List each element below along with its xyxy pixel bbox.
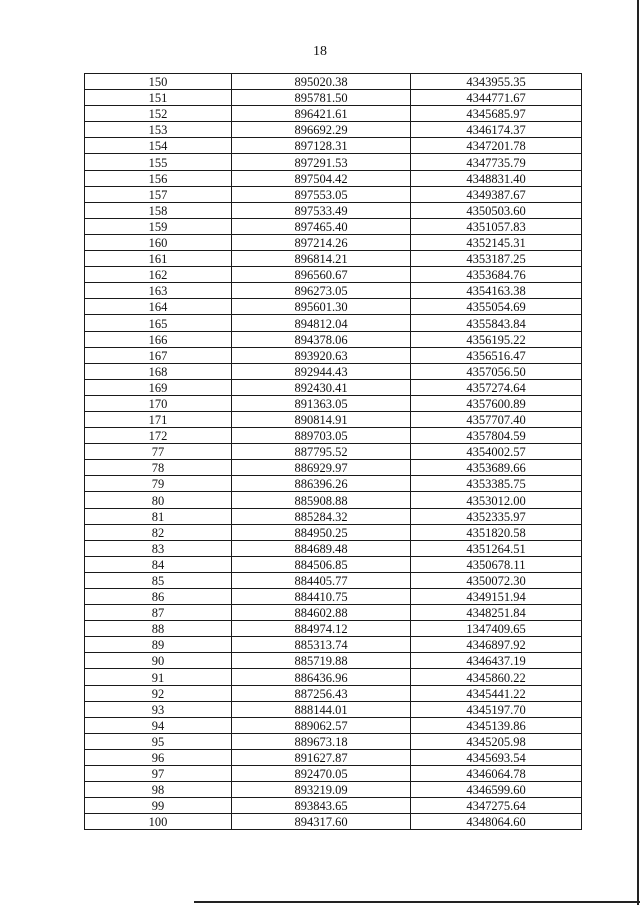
y-coordinate-cell: 4346599.60 [411, 782, 582, 798]
point-number-cell: 164 [85, 299, 232, 315]
table-row [85, 508, 582, 524]
table-row [85, 653, 582, 669]
point-number-cell: 80 [85, 492, 232, 508]
table-row [85, 74, 582, 90]
scan-edge-right [637, 0, 639, 905]
y-coordinate-cell: 4346174.37 [411, 122, 582, 138]
table-row [85, 395, 582, 411]
scan-edge-bottom [194, 901, 640, 903]
point-number-cell: 170 [85, 395, 232, 411]
x-coordinate-cell: 884410.75 [232, 589, 411, 605]
y-coordinate-cell: 4351057.83 [411, 218, 582, 234]
table-row [85, 492, 582, 508]
point-number-cell: 85 [85, 572, 232, 588]
x-coordinate-cell: 885313.74 [232, 637, 411, 653]
table-row [85, 428, 582, 444]
table-row [85, 782, 582, 798]
point-number-cell: 90 [85, 653, 232, 669]
y-coordinate-cell: 4355843.84 [411, 315, 582, 331]
point-number-cell: 171 [85, 411, 232, 427]
y-coordinate-cell: 4356516.47 [411, 347, 582, 363]
y-coordinate-cell: 4350503.60 [411, 202, 582, 218]
point-number-cell: 152 [85, 106, 232, 122]
point-number-cell: 97 [85, 766, 232, 782]
x-coordinate-cell: 891627.87 [232, 749, 411, 765]
table-row [85, 411, 582, 427]
table-row [85, 814, 582, 830]
table-row [85, 218, 582, 234]
point-number-cell: 151 [85, 90, 232, 106]
y-coordinate-cell: 4344771.67 [411, 90, 582, 106]
y-coordinate-cell: 4353187.25 [411, 251, 582, 267]
x-coordinate-cell: 884405.77 [232, 572, 411, 588]
x-coordinate-cell: 884602.88 [232, 605, 411, 621]
y-coordinate-cell: 4345441.22 [411, 685, 582, 701]
y-coordinate-cell: 4345197.70 [411, 701, 582, 717]
y-coordinate-cell: 4348831.40 [411, 170, 582, 186]
x-coordinate-cell: 896421.61 [232, 106, 411, 122]
point-number-cell: 165 [85, 315, 232, 331]
table-row [85, 234, 582, 250]
table-row [85, 621, 582, 637]
x-coordinate-cell: 884506.85 [232, 556, 411, 572]
point-number-cell: 99 [85, 798, 232, 814]
table-row [85, 315, 582, 331]
x-coordinate-cell: 885908.88 [232, 492, 411, 508]
y-coordinate-cell: 4348064.60 [411, 814, 582, 830]
y-coordinate-cell: 4352335.97 [411, 508, 582, 524]
x-coordinate-cell: 889673.18 [232, 733, 411, 749]
y-coordinate-cell: 4348251.84 [411, 605, 582, 621]
point-number-cell: 169 [85, 379, 232, 395]
x-coordinate-cell: 889703.05 [232, 428, 411, 444]
x-coordinate-cell: 896692.29 [232, 122, 411, 138]
x-coordinate-cell: 897533.49 [232, 202, 411, 218]
x-coordinate-cell: 886929.97 [232, 460, 411, 476]
point-number-cell: 95 [85, 733, 232, 749]
x-coordinate-cell: 894317.60 [232, 814, 411, 830]
y-coordinate-cell: 4345693.54 [411, 749, 582, 765]
point-number-cell: 88 [85, 621, 232, 637]
x-coordinate-cell: 887795.52 [232, 444, 411, 460]
x-coordinate-cell: 897553.05 [232, 186, 411, 202]
x-coordinate-cell: 895020.38 [232, 74, 411, 90]
x-coordinate-cell: 893843.65 [232, 798, 411, 814]
x-coordinate-cell: 892470.05 [232, 766, 411, 782]
x-coordinate-cell: 895781.50 [232, 90, 411, 106]
point-number-cell: 157 [85, 186, 232, 202]
y-coordinate-cell: 4346064.78 [411, 766, 582, 782]
point-number-cell: 98 [85, 782, 232, 798]
x-coordinate-cell: 895601.30 [232, 299, 411, 315]
table-row [85, 170, 582, 186]
point-number-cell: 86 [85, 589, 232, 605]
table-row [85, 766, 582, 782]
x-coordinate-cell: 897128.31 [232, 138, 411, 154]
table-row [85, 476, 582, 492]
point-number-cell: 163 [85, 283, 232, 299]
table-row [85, 798, 582, 814]
table-row [85, 106, 582, 122]
table-row [85, 379, 582, 395]
y-coordinate-cell: 4355054.69 [411, 299, 582, 315]
point-number-cell: 82 [85, 524, 232, 540]
point-number-cell: 91 [85, 669, 232, 685]
point-number-cell: 153 [85, 122, 232, 138]
table-row [85, 444, 582, 460]
x-coordinate-cell: 897504.42 [232, 170, 411, 186]
table-row [85, 347, 582, 363]
table-row [85, 122, 582, 138]
point-number-cell: 100 [85, 814, 232, 830]
y-coordinate-cell: 4343955.35 [411, 74, 582, 90]
y-coordinate-cell: 4353012.00 [411, 492, 582, 508]
y-coordinate-cell: 4351264.51 [411, 540, 582, 556]
table-row [85, 556, 582, 572]
table-row [85, 685, 582, 701]
x-coordinate-cell: 888144.01 [232, 701, 411, 717]
y-coordinate-cell: 4354002.57 [411, 444, 582, 460]
point-number-cell: 167 [85, 347, 232, 363]
table-row [85, 363, 582, 379]
point-number-cell: 92 [85, 685, 232, 701]
y-coordinate-cell: 4350678.11 [411, 556, 582, 572]
point-number-cell: 156 [85, 170, 232, 186]
point-number-cell: 160 [85, 234, 232, 250]
table-row [85, 138, 582, 154]
y-coordinate-cell: 4346897.92 [411, 637, 582, 653]
y-coordinate-cell: 4347201.78 [411, 138, 582, 154]
x-coordinate-cell: 897291.53 [232, 154, 411, 170]
y-coordinate-cell: 4350072.30 [411, 572, 582, 588]
table-row [85, 669, 582, 685]
point-number-cell: 78 [85, 460, 232, 476]
point-number-cell: 96 [85, 749, 232, 765]
point-number-cell: 161 [85, 251, 232, 267]
x-coordinate-cell: 885284.32 [232, 508, 411, 524]
point-number-cell: 150 [85, 74, 232, 90]
y-coordinate-cell: 4351820.58 [411, 524, 582, 540]
y-coordinate-cell: 4354163.38 [411, 283, 582, 299]
table-row [85, 524, 582, 540]
point-number-cell: 83 [85, 540, 232, 556]
y-coordinate-cell: 4352145.31 [411, 234, 582, 250]
point-number-cell: 81 [85, 508, 232, 524]
table-row [85, 267, 582, 283]
y-coordinate-cell: 4353684.76 [411, 267, 582, 283]
y-coordinate-cell: 4349151.94 [411, 589, 582, 605]
x-coordinate-cell: 890814.91 [232, 411, 411, 427]
x-coordinate-cell: 896814.21 [232, 251, 411, 267]
point-number-cell: 168 [85, 363, 232, 379]
x-coordinate-cell: 892944.43 [232, 363, 411, 379]
x-coordinate-cell: 896560.67 [232, 267, 411, 283]
point-number-cell: 93 [85, 701, 232, 717]
x-coordinate-cell: 891363.05 [232, 395, 411, 411]
x-coordinate-cell: 889062.57 [232, 717, 411, 733]
table-row [85, 540, 582, 556]
x-coordinate-cell: 884689.48 [232, 540, 411, 556]
y-coordinate-cell: 4347275.64 [411, 798, 582, 814]
y-coordinate-cell: 1347409.65 [411, 621, 582, 637]
y-coordinate-cell: 4345860.22 [411, 669, 582, 685]
x-coordinate-cell: 897214.26 [232, 234, 411, 250]
x-coordinate-cell: 893219.09 [232, 782, 411, 798]
point-number-cell: 77 [85, 444, 232, 460]
x-coordinate-cell: 894378.06 [232, 331, 411, 347]
y-coordinate-cell: 4349387.67 [411, 186, 582, 202]
table-row [85, 331, 582, 347]
table-row [85, 749, 582, 765]
point-number-cell: 154 [85, 138, 232, 154]
table-row [85, 202, 582, 218]
x-coordinate-cell: 896273.05 [232, 283, 411, 299]
coordinates-table [84, 73, 582, 830]
x-coordinate-cell: 886396.26 [232, 476, 411, 492]
x-coordinate-cell: 885719.88 [232, 653, 411, 669]
y-coordinate-cell: 4345139.86 [411, 717, 582, 733]
table-row [85, 733, 582, 749]
y-coordinate-cell: 4356195.22 [411, 331, 582, 347]
point-number-cell: 166 [85, 331, 232, 347]
x-coordinate-cell: 894812.04 [232, 315, 411, 331]
y-coordinate-cell: 4345205.98 [411, 733, 582, 749]
y-coordinate-cell: 4353689.66 [411, 460, 582, 476]
table-row [85, 299, 582, 315]
table-row [85, 283, 582, 299]
table-row [85, 154, 582, 170]
table-row [85, 90, 582, 106]
y-coordinate-cell: 4346437.19 [411, 653, 582, 669]
coordinates-table-body [85, 74, 582, 830]
y-coordinate-cell: 4357804.59 [411, 428, 582, 444]
x-coordinate-cell: 892430.41 [232, 379, 411, 395]
point-number-cell: 162 [85, 267, 232, 283]
x-coordinate-cell: 887256.43 [232, 685, 411, 701]
point-number-cell: 159 [85, 218, 232, 234]
y-coordinate-cell: 4345685.97 [411, 106, 582, 122]
y-coordinate-cell: 4353385.75 [411, 476, 582, 492]
table-row [85, 460, 582, 476]
table-row [85, 717, 582, 733]
x-coordinate-cell: 884950.25 [232, 524, 411, 540]
x-coordinate-cell: 897465.40 [232, 218, 411, 234]
point-number-cell: 172 [85, 428, 232, 444]
table-row [85, 605, 582, 621]
point-number-cell: 155 [85, 154, 232, 170]
point-number-cell: 87 [85, 605, 232, 621]
table-row [85, 701, 582, 717]
y-coordinate-cell: 4347735.79 [411, 154, 582, 170]
point-number-cell: 158 [85, 202, 232, 218]
table-row [85, 589, 582, 605]
table-row [85, 572, 582, 588]
y-coordinate-cell: 4357056.50 [411, 363, 582, 379]
x-coordinate-cell: 884974.12 [232, 621, 411, 637]
table-row [85, 251, 582, 267]
page-number: 18 [313, 44, 327, 59]
point-number-cell: 89 [85, 637, 232, 653]
table-row [85, 637, 582, 653]
table-row [85, 186, 582, 202]
x-coordinate-cell: 886436.96 [232, 669, 411, 685]
point-number-cell: 79 [85, 476, 232, 492]
point-number-cell: 84 [85, 556, 232, 572]
point-number-cell: 94 [85, 717, 232, 733]
y-coordinate-cell: 4357274.64 [411, 379, 582, 395]
x-coordinate-cell: 893920.63 [232, 347, 411, 363]
y-coordinate-cell: 4357707.40 [411, 411, 582, 427]
y-coordinate-cell: 4357600.89 [411, 395, 582, 411]
